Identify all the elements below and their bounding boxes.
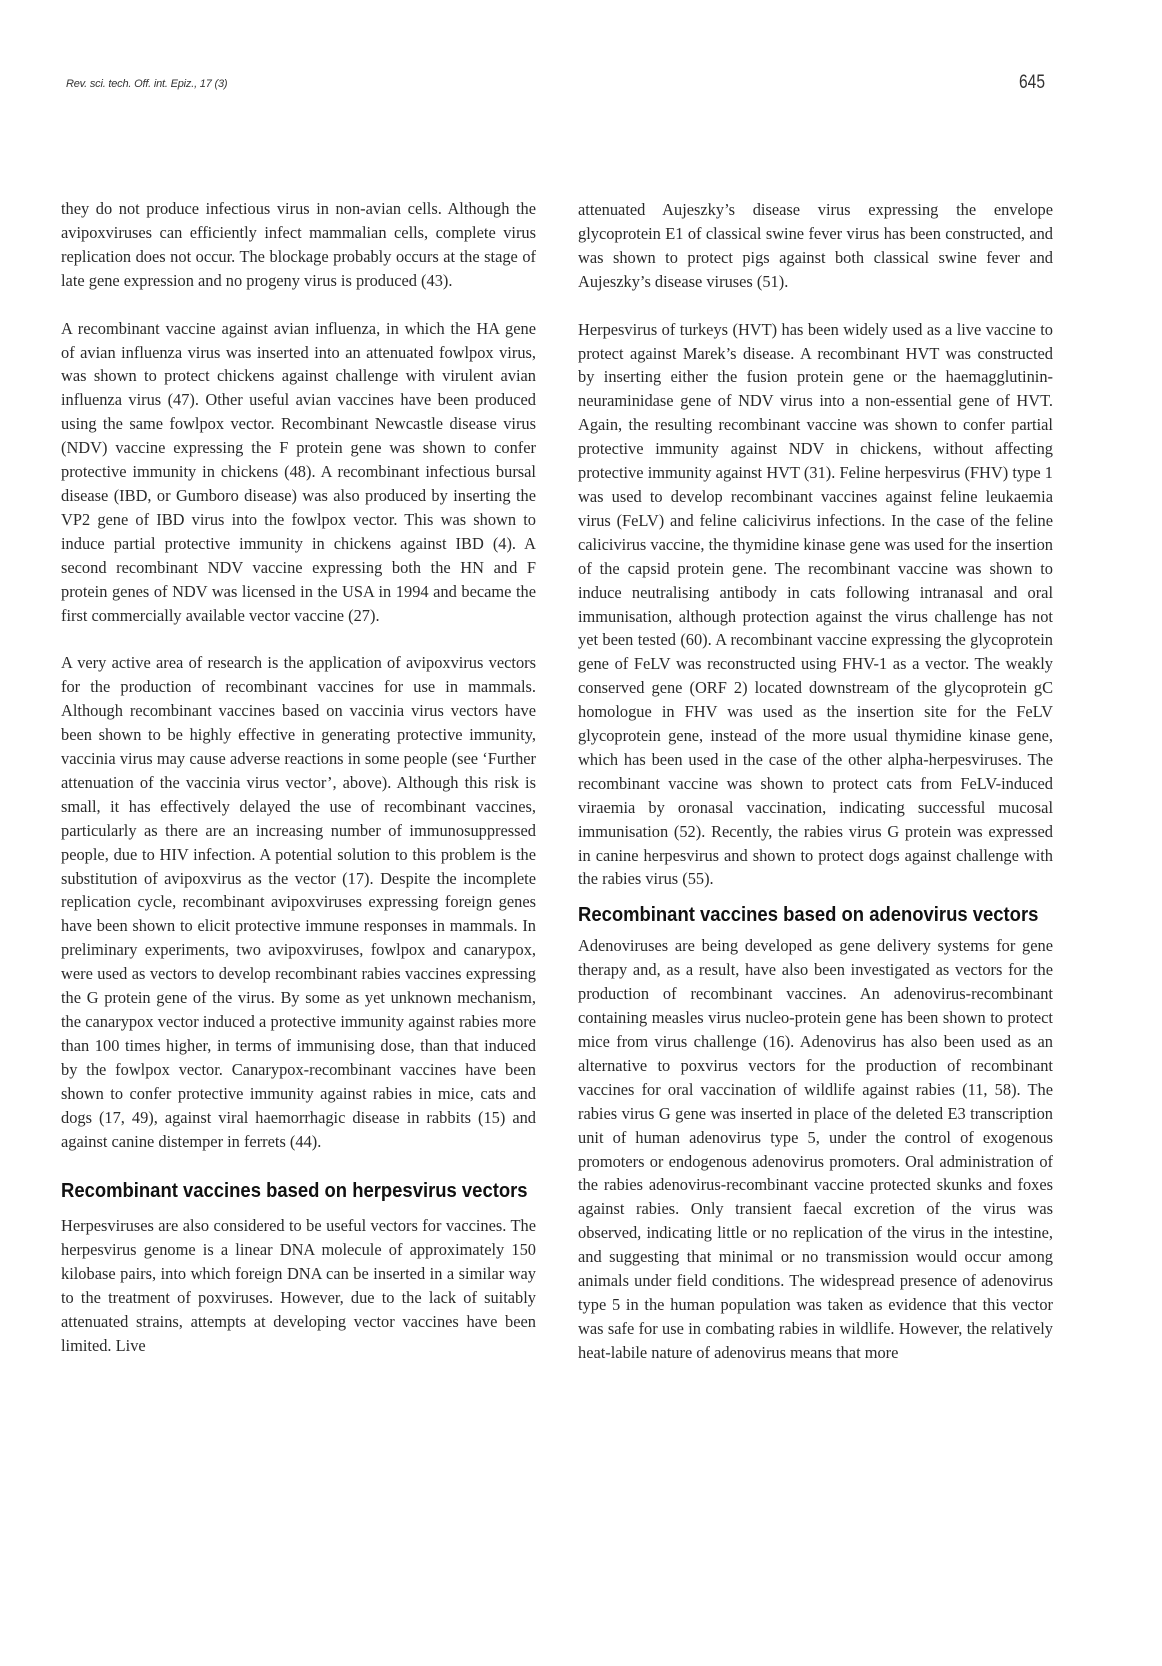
paragraph: Herpesviruses are also considered to be useful vectors for vaccines. The herpesvirus genome is a linear DNA molecule of approximately 150 kilobase pairs, into which foreign DNA can be inserted in a similar way to the treatment of poxviruses. However, due to the lack of suitably attenuated strains, attempts at developing vector vaccines have been limited. Live: [61, 1216, 536, 1355]
paragraph: attenuated Aujeszky’s disease virus expressing the envelope glycoprotein E1 of classical swine fever virus has been constructed, and was shown to protect pigs against both classical swine fever and Aujeszky’s disease viruses (51).: [578, 200, 1053, 291]
running-head: Rev. sci. tech. Off. int. Epiz., 17 (3): [66, 78, 228, 90]
paragraph: they do not produce infectious virus in non-avian cells. Although the avipoxviruses can efficiently infect mammalian cells, complete virus replication does not occur. The blockage probably occurs at the stage of late gene expression and no progeny virus is produced (43).: [61, 199, 536, 290]
section-heading-herpesvirus: Recombinant vaccines based on herpesvirus vectors: [61, 1179, 528, 1203]
paragraph: A very active area of research is the application of avipoxvirus vectors for the production of recombinant vaccines for use in mammals. Although recombinant vaccines based on vaccinia virus vectors have been shown to be highly effective in generating protective immunity, vaccinia virus may cause adverse reactions in some people (see ‘Further attenuation of the vaccinia virus vector’, above). Although this risk is small, it has effectively delayed the use of recombinant vaccines, particularly as there are an increasing number of immunosuppressed people, due to HIV infection. A potential solution to this problem is the substitution of avipoxvirus as the vector (17). Despite the incomplete replication cycle, recombinant avipoxviruses expressing foreign genes have been shown to elicit protective immune responses in mammals. In preliminary experiments, two avipoxviruses, fowlpox and canarypox, were used as vectors to develop recombinant rabies vaccines expressing the G protein gene of the virus. By some as yet unknown mechanism, the canarypox vector induced a protective immunity against rabies more than 100 times higher, in terms of immunising dose, than that induced by the fowlpox vector. Canarypox-recombinant vaccines have been shown to confer protective immunity against rabies in mice, cats and dogs (17, 49), against viral haemorrhagic disease in rabbits (15) and against canine distemper in ferrets (44).: [61, 653, 536, 1151]
section-heading-adenovirus: Recombinant vaccines based on adenovirus vectors: [578, 903, 1039, 927]
left-column: [61, 197, 536, 1382]
paragraph: A recombinant vaccine against avian influenza, in which the HA gene of avian influenza virus was inserted into an attenuated fowlpox virus, was shown to protect chickens against challenge with virulent avian influenza virus (47). Other useful avian vaccines have been produced using the same fowlpox vector. Recombinant Newcastle disease virus (NDV) vaccine expressing the F protein gene was shown to confer protective immunity in chickens (48). A recombinant infectious bursal disease (IBD, or Gumboro disease) was also produced by inserting the VP2 gene of IBD virus into the fowlpox vector. This was shown to induce partial protective immunity in chickens against IBD (4). A second recombinant NDV vaccine expressing both the HN and F protein genes of NDV was licensed in the USA in 1994 and became the first commercially available vector vaccine (27).: [61, 318, 536, 625]
page-number: 645: [1019, 72, 1045, 93]
paragraph: Herpesvirus of turkeys (HVT) has been widely used as a live vaccine to protect against Marek’s disease. A recombinant HVT was constructed by inserting either the fusion protein gene or the haemagglutinin-neuraminidase gene of NDV virus into a non-essential gene of HVT. Again, the resulting recombinant vaccine was shown to confer partial protective immunity against NDV in chickens, without affecting protective immunity against HVT (31). Feline herpesvirus (FHV) type 1 was used to develop recombinant vaccines against feline leukaemia virus (FeLV) and feline calicivirus infections. In the case of the feline calicivirus vaccine, the thymidine kinase gene was used for the insertion of the capsid protein gene. The recombinant vaccine was shown to induce neutralising antibody in cats following intranasal and oral immunisation, although protection against the virus challenge has not yet been tested (60). A recombinant vaccine expressing the glycoprotein gene of FeLV was reconstructed using FHV-1 as a vector. The weakly conserved gene (ORF 2) located downstream of the glycoprotein gC homologue in FHV was used as the insertion site for the FeLV glycoprotein gene, instead of the more usual thymidine kinase gene, which has been used in the case of the other alpha-herpesviruses. The recombinant vaccine was shown to protect cats from FeLV-induced viraemia by oronasal vaccination, indicating successful mucosal immunisation (52). Recently, the rabies virus G protein was expressed in canine herpesvirus and shown to protect dogs against challenge with the rabies virus (55).: [578, 319, 1053, 889]
paragraph: Adenoviruses are being developed as gene delivery systems for gene therapy and, as a result, have also been investigated as vectors for the production of recombinant vaccines. An adenovirus-recombinant containing measles virus nucleo-protein gene has been shown to protect mice from virus challenge (16). Adenovirus has also been used as an alternative to poxvirus vectors for the production of recombinant vaccines for oral vaccination of wildlife against rabies (11, 58). The rabies virus G gene was inserted in place of the deleted E3 transcription unit of human adenovirus type 5, under the control of exogenous promoters or endogenous adenovirus promoters. Oral administration of the rabies adenovirus-recombinant vaccine protected skunks and foxes against rabies. Only transient faecal excretion of the virus was observed, indicating little or no replication of the virus in the intestine, and suggesting that minimal or no transmission would occur among animals under field conditions. The widespread presence of adenovirus type 5 in the human population was taken as evidence that this vector was safe for use in combating rabies in wildlife. However, the relatively heat-labile nature of adenovirus means that more: [578, 936, 1053, 1362]
right-column: [578, 198, 1053, 1389]
